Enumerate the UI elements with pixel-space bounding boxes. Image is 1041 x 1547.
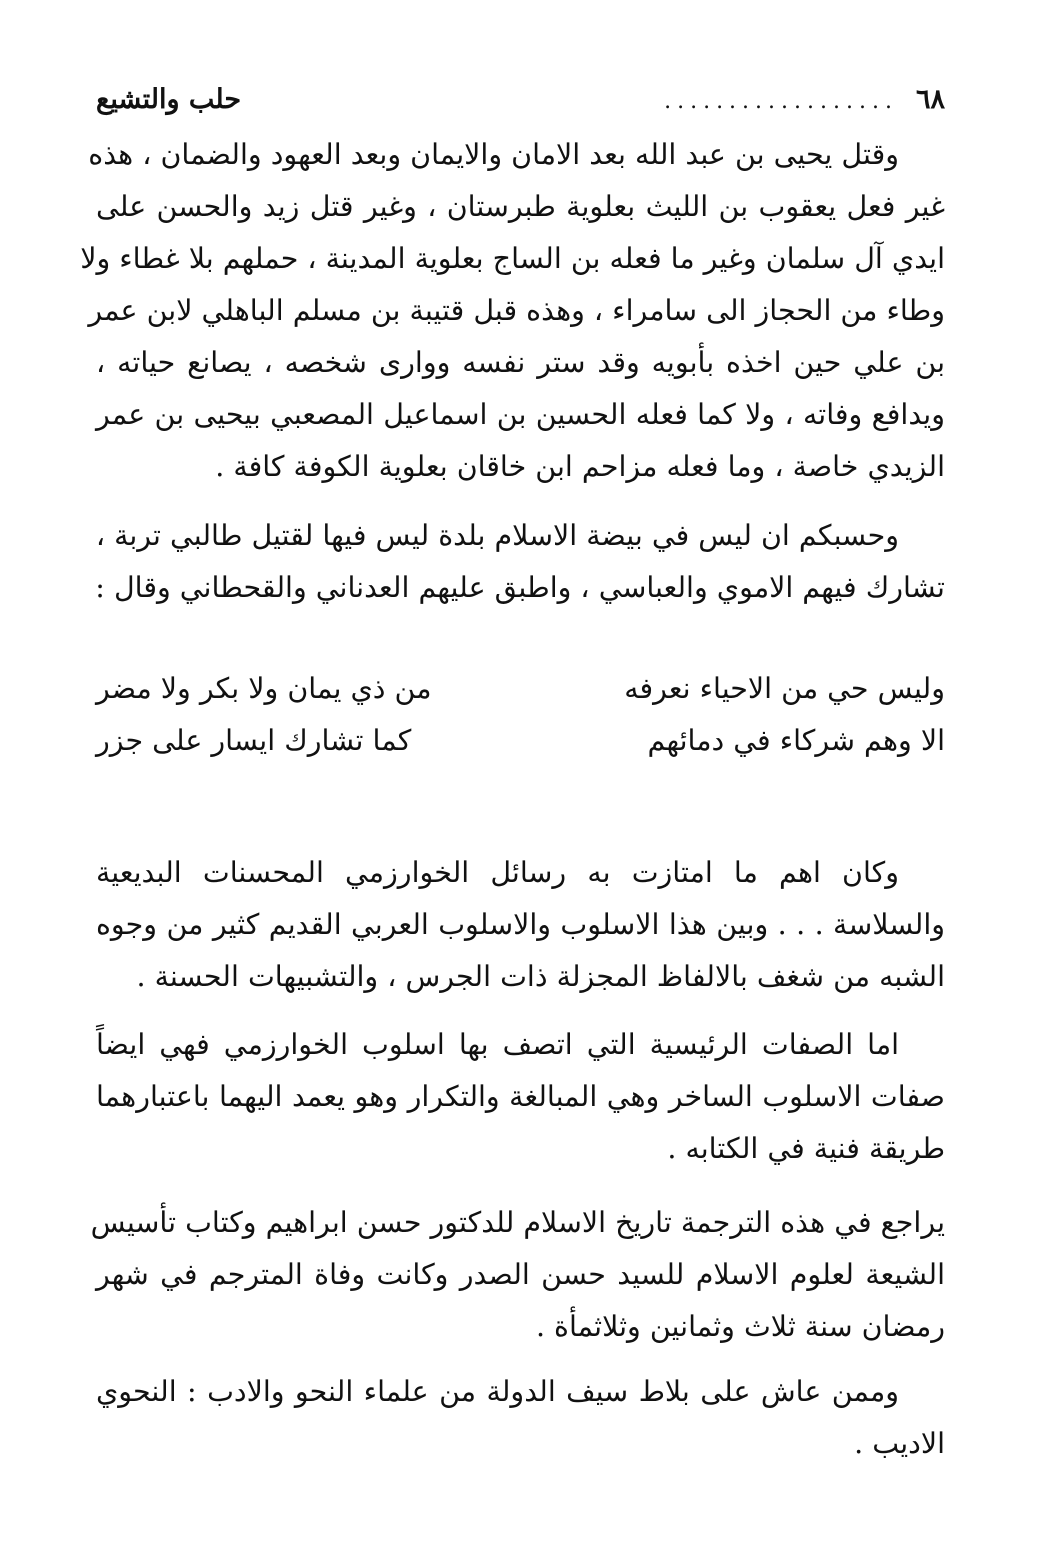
page-number: ٦٨ bbox=[915, 84, 945, 115]
text-line: وقتل يحيى بن عبد الله بعد الامان والايمان وبعد العهود والضمان ، هذه bbox=[88, 138, 899, 171]
text-line: رمضان سنة ثلاث وثمانين وثلاثمأة . bbox=[535, 1310, 945, 1343]
text-line: تشارك فيهم الاموي والعباسي ، واطبق عليهم العدناني والقحطاني وقال : bbox=[95, 571, 945, 604]
text-line: والسلاسة . . . وبين هذا الاسلوب والاسلوب العربي القديم كثير من وجوه bbox=[96, 908, 945, 941]
header-leader-dots: .................. bbox=[664, 89, 898, 114]
verse-first-hemistich: وليس حي من الاحياء نعرفه bbox=[624, 672, 945, 705]
text-line: ويدافع وفاته ، ولا كما فعله الحسين بن اسماعيل المصعبي بيحيى بن عمر bbox=[96, 398, 945, 431]
text-line: وحسبكم ان ليس في بيضة الاسلام بلدة ليس فيها لقتيل طالبي تربة ، bbox=[95, 519, 899, 552]
poem-verse bbox=[96, 715, 945, 767]
book-title: حلب والتشيع bbox=[96, 84, 242, 115]
verse-first-hemistich: الا وهم شركاء في دمائهم bbox=[647, 724, 945, 757]
text-line: ايدي آل سلمان وغير ما فعله بن الساج بعلوية المدينة ، حملهم بلا غطاء ولا bbox=[80, 242, 945, 275]
text-line: وممن عاش على بلاط سيف الدولة من علماء النحو والادب : النحوي bbox=[96, 1375, 899, 1408]
verse-second-hemistich: كما تشارك ايسار على جزر bbox=[96, 724, 412, 757]
text-line: الشيعة لعلوم الاسلام للسيد حسن الصدر وكانت وفاة المترجم في شهر bbox=[96, 1258, 945, 1291]
text-line: وكان اهم ما امتازت به رسائل الخوارزمي المحسنات البديعية bbox=[96, 856, 899, 889]
poem-verse bbox=[96, 663, 945, 715]
text-line: غير فعل يعقوب بن الليث بعلوية طبرستان ، وغير قتل زيد والحسن على bbox=[96, 190, 945, 223]
verse-second-hemistich: من ذي يمان ولا بكر ولا مضر bbox=[96, 672, 432, 705]
text-line: طريقة فنية في الكتابه . bbox=[667, 1132, 945, 1165]
text-line: صفات الاسلوب الساخر وهي المبالغة والتكرار وهو يعمد اليهما باعتبارهما bbox=[96, 1080, 945, 1113]
running-header bbox=[96, 84, 945, 124]
text-line: يراجع في هذه الترجمة تاريخ الاسلام للدكتور حسن ابراهيم وكتاب تأسيس bbox=[90, 1206, 945, 1239]
text-line: وطاء من الحجاز الى سامراء ، وهذه قبل قتيبة بن مسلم الباهلي لابن عمر bbox=[88, 294, 945, 327]
text-line: الاديب . bbox=[854, 1427, 945, 1460]
text-line: الزيدي خاصة ، وما فعله مزاحم ابن خاقان بعلوية الكوفة كافة . bbox=[215, 450, 945, 483]
text-line: بن علي حين اخذه بأبويه وقد ستر نفسه ووارى شخصه ، يصانع حياته ، bbox=[96, 346, 945, 379]
text-line: اما الصفات الرئيسية التي اتصف بها اسلوب الخوارزمي فهي ايضاً bbox=[96, 1028, 899, 1061]
text-line: الشبه من شغف بالالفاظ المجزلة ذات الجرس ، والتشبيهات الحسنة . bbox=[136, 960, 945, 993]
